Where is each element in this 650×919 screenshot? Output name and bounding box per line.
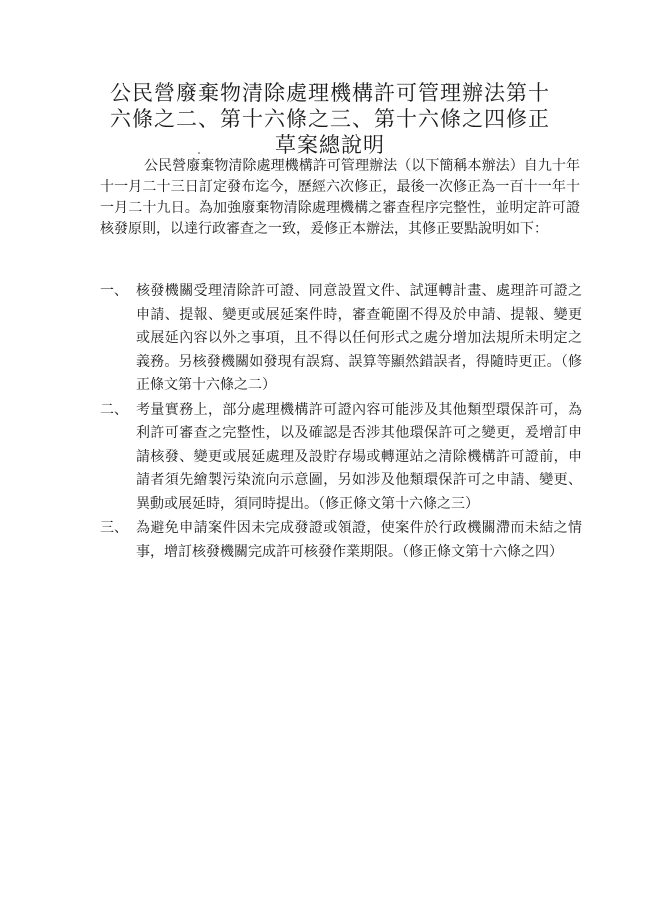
item-number: 二、 [100, 401, 128, 418]
item-number: 三、 [100, 520, 128, 536]
item-number: 一、 [100, 283, 128, 299]
amendment-points-list [100, 280, 582, 564]
item-text: 為避免申請案件因未完成發證或領證，使案件於行政機關滯而未結之情事，增訂核發機關完成許可核發作業期限。（修正條文第十六條之四） [136, 520, 582, 560]
item-text: 考量實務上，部分處理機構許可證內容可能涉及其他類型環保許可，為利許可審查之完整性，以及確認是否涉其他環保許可之變更，爰增訂申請核發、變更或展延處理及設貯存場或轉運站之清除機構許可證前，申請者須先繪製污染流向示意圖，另如涉及他類環保許可之申請、變更、異動或展延時，須同時提出。（修正條文第十六條之三） [136, 401, 582, 512]
list-item [100, 399, 582, 517]
stray-dot [198, 152, 200, 154]
list-item [100, 517, 582, 564]
list-item [100, 280, 582, 398]
intro-paragraph: 公民營廢棄物清除處理機構許可管理辦法（以下簡稱本辦法）自九十年十一月二十三日訂定發布迄今，歷經六次修正，最後一次修正為一百十一年十一月二十九日。為加強廢棄物清除處理機構之審查程序完整性，並明定許可證核發原則，以達行政審查之一致，爰修正本辦法，其修正要點說明如下： [100, 158, 580, 237]
item-text: 核發機關受理清除許可證、同意設置文件、試運轉計畫、處理許可證之申請、提報、變更或展延案件時，審查範圍不得及於申請、提報、變更或展延內容以外之事項，且不得以任何形式之處分增加法規所未明定之義務。另核發機關如發現有誤寫、誤算等顯然錯誤者，得隨時更正。（修正條文第十六條之二） [136, 283, 582, 393]
document-title: 公民營廢棄物清除處理機構許可管理辦法第十六條之二、第十六條之三、第十六條之四修正草案總說明 [110, 81, 550, 157]
